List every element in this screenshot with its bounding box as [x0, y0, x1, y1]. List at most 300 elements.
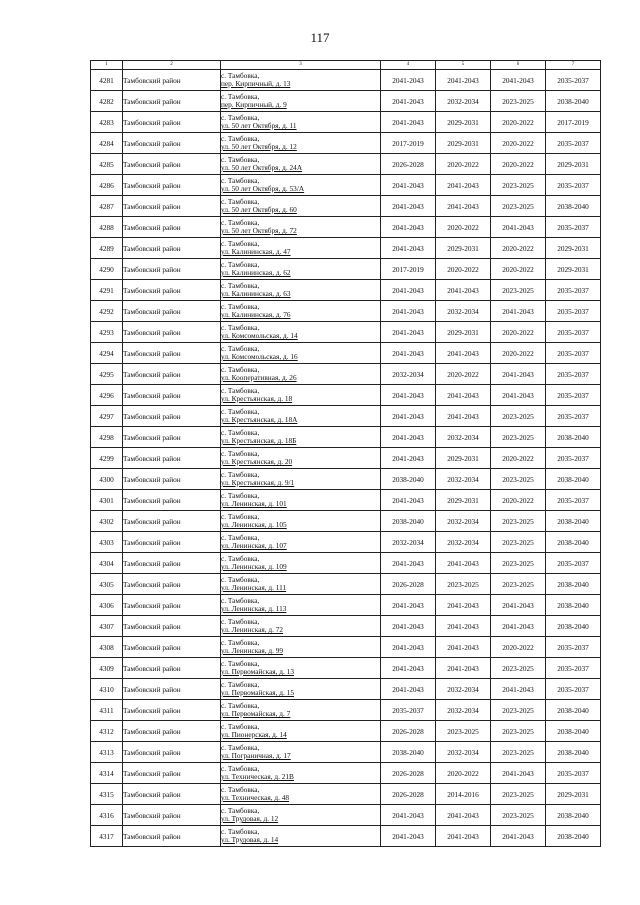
address-cell	[221, 700, 381, 721]
row-number: 4315	[91, 784, 123, 805]
district-cell: Тамбовский район	[123, 322, 221, 343]
period-cell-2: 2020-2022	[436, 364, 491, 385]
table-row	[91, 574, 601, 595]
address-locality: с. Тамбовка,	[221, 512, 260, 521]
period-cell-2: 2041-2043	[436, 826, 491, 847]
row-number: 4310	[91, 679, 123, 700]
period-cell-3: 2020-2022	[491, 637, 546, 658]
period-cell-1: 2041-2043	[381, 595, 436, 616]
table-row	[91, 364, 601, 385]
period-cell-3: 2023-2025	[491, 553, 546, 574]
table-row	[91, 805, 601, 826]
period-cell-4: 2035-2037	[546, 133, 601, 154]
address-locality: с. Тамбовка,	[221, 155, 260, 164]
address-street: ул. 50 лет Октября, д. 11	[221, 122, 297, 130]
period-cell-3: 2023-2025	[491, 805, 546, 826]
address-cell	[221, 490, 381, 511]
period-cell-1: 2041-2043	[381, 679, 436, 700]
period-cell-2: 2041-2043	[436, 553, 491, 574]
row-number: 4306	[91, 595, 123, 616]
row-number: 4307	[91, 616, 123, 637]
address-street: ул. Первомайская, д. 13	[221, 668, 294, 676]
address-locality: с. Тамбовка,	[221, 428, 260, 437]
row-number: 4287	[91, 196, 123, 217]
district-cell: Тамбовский район	[123, 490, 221, 511]
period-cell-3: 2023-2025	[491, 427, 546, 448]
period-cell-4: 2038-2040	[546, 91, 601, 112]
period-cell-3: 2023-2025	[491, 280, 546, 301]
period-cell-4: 2038-2040	[546, 427, 601, 448]
table-row	[91, 490, 601, 511]
address-locality: с. Тамбовка,	[221, 176, 260, 185]
row-number: 4299	[91, 448, 123, 469]
table-row	[91, 91, 601, 112]
district-cell: Тамбовский район	[123, 679, 221, 700]
header-col-4: 4	[381, 61, 436, 70]
address-cell	[221, 301, 381, 322]
address-locality: с. Тамбовка,	[221, 239, 260, 248]
period-cell-2: 2014-2016	[436, 784, 491, 805]
address-cell	[221, 574, 381, 595]
period-cell-1: 2041-2043	[381, 196, 436, 217]
period-cell-3: 2020-2022	[491, 448, 546, 469]
table-row	[91, 721, 601, 742]
address-cell	[221, 196, 381, 217]
period-cell-2: 2041-2043	[436, 406, 491, 427]
address-locality: с. Тамбовка,	[221, 386, 260, 395]
period-cell-4: 2017-2019	[546, 112, 601, 133]
table-row	[91, 679, 601, 700]
district-cell: Тамбовский район	[123, 448, 221, 469]
address-locality: с. Тамбовка,	[221, 92, 260, 101]
table-row	[91, 154, 601, 175]
address-street: ул. Ленинская, д. 113	[221, 605, 287, 613]
address-cell	[221, 70, 381, 91]
period-cell-3: 2041-2043	[491, 595, 546, 616]
row-number: 4296	[91, 385, 123, 406]
table-row	[91, 217, 601, 238]
period-cell-4: 2029-2031	[546, 784, 601, 805]
period-cell-1: 2041-2043	[381, 175, 436, 196]
period-cell-4: 2035-2037	[546, 175, 601, 196]
page-number: 117	[310, 30, 330, 45]
period-cell-1: 2041-2043	[381, 217, 436, 238]
address-locality: с. Тамбовка,	[221, 575, 260, 584]
period-cell-2: 2023-2025	[436, 574, 491, 595]
period-cell-3: 2041-2043	[491, 826, 546, 847]
district-cell: Тамбовский район	[123, 70, 221, 91]
row-number: 4291	[91, 280, 123, 301]
period-cell-1: 2017-2019	[381, 133, 436, 154]
table-body	[91, 70, 601, 847]
period-cell-4: 2038-2040	[546, 574, 601, 595]
period-cell-3: 2020-2022	[491, 490, 546, 511]
period-cell-3: 2023-2025	[491, 406, 546, 427]
period-cell-1: 2041-2043	[381, 427, 436, 448]
period-cell-2: 2029-2031	[436, 322, 491, 343]
district-cell: Тамбовский район	[123, 196, 221, 217]
address-street: ул. Пионерская, д. 14	[221, 731, 287, 739]
table-row	[91, 532, 601, 553]
table-row	[91, 427, 601, 448]
period-cell-3: 2020-2022	[491, 322, 546, 343]
period-cell-4: 2035-2037	[546, 364, 601, 385]
district-cell: Тамбовский район	[123, 259, 221, 280]
row-number: 4286	[91, 175, 123, 196]
address-locality: с. Тамбовка,	[221, 407, 260, 416]
period-cell-1: 2041-2043	[381, 322, 436, 343]
period-cell-3: 2023-2025	[491, 175, 546, 196]
row-number: 4311	[91, 700, 123, 721]
header-col-7: 7	[546, 61, 601, 70]
address-street: ул. Ленинская, д. 107	[221, 542, 287, 550]
table-row	[91, 826, 601, 847]
period-cell-1: 2032-2034	[381, 532, 436, 553]
address-cell	[221, 259, 381, 280]
address-street: ул. Крестьянская, д. 18А	[221, 416, 298, 424]
period-cell-2: 2029-2031	[436, 238, 491, 259]
period-cell-4: 2035-2037	[546, 301, 601, 322]
table-row	[91, 133, 601, 154]
row-number: 4295	[91, 364, 123, 385]
address-locality: с. Тамбовка,	[221, 638, 260, 647]
address-street: ул. Крестьянская, д. 9/1	[221, 479, 295, 487]
address-cell	[221, 133, 381, 154]
address-cell	[221, 637, 381, 658]
table-row	[91, 763, 601, 784]
period-cell-4: 2038-2040	[546, 469, 601, 490]
period-cell-3: 2041-2043	[491, 364, 546, 385]
period-cell-1: 2017-2019	[381, 259, 436, 280]
period-cell-3: 2020-2022	[491, 154, 546, 175]
period-cell-4: 2029-2031	[546, 259, 601, 280]
period-cell-2: 2032-2034	[436, 91, 491, 112]
address-cell	[221, 427, 381, 448]
period-cell-4: 2038-2040	[546, 595, 601, 616]
district-cell: Тамбовский район	[123, 112, 221, 133]
period-cell-2: 2032-2034	[436, 469, 491, 490]
address-street: ул. Трудовая, д. 14	[221, 836, 279, 844]
table-row	[91, 112, 601, 133]
period-cell-1: 2041-2043	[381, 385, 436, 406]
district-cell: Тамбовский район	[123, 280, 221, 301]
period-cell-1: 2038-2040	[381, 742, 436, 763]
table-row	[91, 742, 601, 763]
period-cell-3: 2020-2022	[491, 133, 546, 154]
period-cell-2: 2041-2043	[436, 385, 491, 406]
address-street: ул. 50 лет Октября, д. 12	[221, 143, 297, 151]
period-cell-4: 2038-2040	[546, 700, 601, 721]
period-cell-3: 2023-2025	[491, 658, 546, 679]
row-number: 4298	[91, 427, 123, 448]
address-cell	[221, 364, 381, 385]
district-cell: Тамбовский район	[123, 238, 221, 259]
district-cell: Тамбовский район	[123, 511, 221, 532]
period-cell-1: 2041-2043	[381, 406, 436, 427]
address-locality: с. Тамбовка,	[221, 302, 260, 311]
period-cell-2: 2020-2022	[436, 154, 491, 175]
address-cell	[221, 217, 381, 238]
address-cell	[221, 616, 381, 637]
address-street: ул. Техническая, д. 48	[221, 794, 290, 802]
period-cell-2: 2029-2031	[436, 133, 491, 154]
period-cell-1: 2041-2043	[381, 91, 436, 112]
address-cell	[221, 721, 381, 742]
row-number: 4303	[91, 532, 123, 553]
row-number: 4313	[91, 742, 123, 763]
address-street: ул. Кооперативная, д. 26	[221, 374, 297, 382]
district-cell: Тамбовский район	[123, 133, 221, 154]
period-cell-3: 2020-2022	[491, 112, 546, 133]
period-cell-4: 2035-2037	[546, 763, 601, 784]
period-cell-2: 2041-2043	[436, 196, 491, 217]
address-cell	[221, 595, 381, 616]
address-street: ул. 50 лет Октября, д. 60	[221, 206, 297, 214]
period-cell-2: 2032-2034	[436, 427, 491, 448]
address-locality: с. Тамбовка,	[221, 449, 260, 458]
period-cell-1: 2041-2043	[381, 658, 436, 679]
table-row	[91, 196, 601, 217]
period-cell-3: 2041-2043	[491, 679, 546, 700]
address-street: ул. Ленинская, д. 99	[221, 647, 284, 655]
address-street: ул. Калининская, д. 63	[221, 290, 291, 298]
period-cell-1: 2041-2043	[381, 280, 436, 301]
period-cell-4: 2035-2037	[546, 637, 601, 658]
district-cell: Тамбовский район	[123, 826, 221, 847]
period-cell-4: 2038-2040	[546, 805, 601, 826]
period-cell-2: 2032-2034	[436, 700, 491, 721]
address-locality: с. Тамбовка,	[221, 71, 260, 80]
period-cell-1: 2035-2037	[381, 700, 436, 721]
table-row	[91, 238, 601, 259]
address-cell	[221, 154, 381, 175]
address-cell	[221, 469, 381, 490]
period-cell-4: 2038-2040	[546, 721, 601, 742]
period-cell-2: 2041-2043	[436, 805, 491, 826]
row-number: 4281	[91, 70, 123, 91]
period-cell-3: 2041-2043	[491, 385, 546, 406]
period-cell-1: 2041-2043	[381, 490, 436, 511]
header-col-3: 3	[221, 61, 381, 70]
district-cell: Тамбовский район	[123, 364, 221, 385]
period-cell-3: 2041-2043	[491, 616, 546, 637]
period-cell-1: 2041-2043	[381, 637, 436, 658]
period-cell-2: 2020-2022	[436, 763, 491, 784]
district-cell: Тамбовский район	[123, 427, 221, 448]
period-cell-2: 2041-2043	[436, 637, 491, 658]
registry-table	[90, 60, 601, 847]
address-street: ул. Ленинская, д. 105	[221, 521, 287, 529]
address-street: ул. 50 лет Октября, д. 53/А	[221, 185, 305, 193]
period-cell-1: 2041-2043	[381, 70, 436, 91]
address-cell	[221, 784, 381, 805]
address-street: ул. Калининская, д. 76	[221, 311, 291, 319]
period-cell-3: 2023-2025	[491, 721, 546, 742]
row-number: 4317	[91, 826, 123, 847]
address-cell	[221, 742, 381, 763]
period-cell-2: 2041-2043	[436, 616, 491, 637]
period-cell-1: 2038-2040	[381, 469, 436, 490]
period-cell-2: 2020-2022	[436, 217, 491, 238]
period-cell-3: 2023-2025	[491, 91, 546, 112]
district-cell: Тамбовский район	[123, 469, 221, 490]
period-cell-2: 2041-2043	[436, 343, 491, 364]
period-cell-2: 2041-2043	[436, 658, 491, 679]
address-street: ул. Крестьянская, д. 18	[221, 395, 293, 403]
address-locality: с. Тамбовка,	[221, 323, 260, 332]
row-number: 4288	[91, 217, 123, 238]
period-cell-2: 2032-2034	[436, 532, 491, 553]
period-cell-1: 2041-2043	[381, 553, 436, 574]
period-cell-3: 2020-2022	[491, 343, 546, 364]
period-cell-4: 2038-2040	[546, 616, 601, 637]
period-cell-2: 2023-2025	[436, 721, 491, 742]
period-cell-3: 2020-2022	[491, 238, 546, 259]
district-cell: Тамбовский район	[123, 700, 221, 721]
period-cell-2: 2041-2043	[436, 280, 491, 301]
table-row	[91, 616, 601, 637]
district-cell: Тамбовский район	[123, 742, 221, 763]
address-locality: с. Тамбовка,	[221, 470, 260, 479]
district-cell: Тамбовский район	[123, 175, 221, 196]
period-cell-4: 2035-2037	[546, 70, 601, 91]
district-cell: Тамбовский район	[123, 574, 221, 595]
period-cell-2: 2041-2043	[436, 175, 491, 196]
district-cell: Тамбовский район	[123, 805, 221, 826]
address-locality: с. Тамбовка,	[221, 596, 260, 605]
period-cell-3: 2023-2025	[491, 511, 546, 532]
address-cell	[221, 805, 381, 826]
address-cell	[221, 238, 381, 259]
district-cell: Тамбовский район	[123, 595, 221, 616]
address-locality: с. Тамбовка,	[221, 260, 260, 269]
address-street: ул. Крестьянская, д. 20	[221, 458, 293, 466]
table-row	[91, 322, 601, 343]
district-cell: Тамбовский район	[123, 763, 221, 784]
table-row	[91, 637, 601, 658]
row-number: 4289	[91, 238, 123, 259]
period-cell-3: 2041-2043	[491, 301, 546, 322]
period-cell-2: 2029-2031	[436, 112, 491, 133]
table-row	[91, 259, 601, 280]
table-row	[91, 511, 601, 532]
period-cell-4: 2035-2037	[546, 385, 601, 406]
district-cell: Тамбовский район	[123, 154, 221, 175]
period-cell-1: 2026-2028	[381, 721, 436, 742]
period-cell-3: 2023-2025	[491, 574, 546, 595]
period-cell-1: 2041-2043	[381, 616, 436, 637]
row-number: 4314	[91, 763, 123, 784]
period-cell-2: 2020-2022	[436, 259, 491, 280]
district-cell: Тамбовский район	[123, 301, 221, 322]
district-cell: Тамбовский район	[123, 637, 221, 658]
table-row	[91, 343, 601, 364]
period-cell-3: 2023-2025	[491, 784, 546, 805]
period-cell-2: 2041-2043	[436, 595, 491, 616]
row-number: 4284	[91, 133, 123, 154]
address-locality: с. Тамбовка,	[221, 617, 260, 626]
period-cell-3: 2023-2025	[491, 196, 546, 217]
address-street: ул. 50 лет Октября, д. 24А	[221, 164, 303, 172]
address-cell	[221, 112, 381, 133]
address-street: ул. Ленинская, д. 72	[221, 626, 284, 634]
period-cell-4: 2035-2037	[546, 658, 601, 679]
header-col-1: 1	[91, 61, 123, 70]
row-number: 4282	[91, 91, 123, 112]
address-locality: с. Тамбовка,	[221, 743, 260, 752]
table-row	[91, 553, 601, 574]
row-number: 4294	[91, 343, 123, 364]
district-cell: Тамбовский район	[123, 343, 221, 364]
period-cell-4: 2035-2037	[546, 406, 601, 427]
district-cell: Тамбовский район	[123, 616, 221, 637]
period-cell-4: 2035-2037	[546, 322, 601, 343]
address-street: ул. Ленинская, д. 109	[221, 563, 287, 571]
table-row	[91, 406, 601, 427]
address-street: ул. Трудовая, д. 12	[221, 815, 279, 823]
row-number: 4312	[91, 721, 123, 742]
district-cell: Тамбовский район	[123, 553, 221, 574]
period-cell-4: 2038-2040	[546, 532, 601, 553]
period-cell-2: 2032-2034	[436, 679, 491, 700]
table-row	[91, 658, 601, 679]
address-locality: с. Тамбовка,	[221, 680, 260, 689]
table-row	[91, 700, 601, 721]
period-cell-2: 2032-2034	[436, 742, 491, 763]
header-row	[91, 61, 601, 70]
address-locality: с. Тамбовка,	[221, 134, 260, 143]
row-number: 4285	[91, 154, 123, 175]
period-cell-3: 2041-2043	[491, 763, 546, 784]
address-locality: с. Тамбовка,	[221, 806, 260, 815]
address-cell	[221, 553, 381, 574]
period-cell-4: 2038-2040	[546, 196, 601, 217]
row-number: 4309	[91, 658, 123, 679]
period-cell-3: 2041-2043	[491, 217, 546, 238]
address-street: пер. Кирпичный, д. 13	[221, 80, 291, 88]
table-row	[91, 301, 601, 322]
period-cell-4: 2029-2031	[546, 154, 601, 175]
district-cell: Тамбовский район	[123, 91, 221, 112]
table-row	[91, 280, 601, 301]
address-locality: с. Тамбовка,	[221, 197, 260, 206]
address-locality: с. Тамбовка,	[221, 344, 260, 353]
district-cell: Тамбовский район	[123, 406, 221, 427]
period-cell-1: 2041-2043	[381, 448, 436, 469]
address-street: ул. Комсомольская, д. 16	[221, 353, 298, 361]
period-cell-3: 2023-2025	[491, 532, 546, 553]
address-locality: с. Тамбовка,	[221, 365, 260, 374]
period-cell-4: 2035-2037	[546, 553, 601, 574]
period-cell-1: 2041-2043	[381, 826, 436, 847]
address-locality: с. Тамбовка,	[221, 281, 260, 290]
address-cell	[221, 280, 381, 301]
address-street: ул. 50 лет Октября, д. 72	[221, 227, 297, 235]
address-locality: с. Тамбовка,	[221, 113, 260, 122]
period-cell-1: 2041-2043	[381, 343, 436, 364]
period-cell-4: 2035-2037	[546, 343, 601, 364]
address-street: ул. Крестьянская, д. 18Б	[221, 437, 297, 445]
address-cell	[221, 406, 381, 427]
period-cell-4: 2035-2037	[546, 280, 601, 301]
address-locality: с. Тамбовка,	[221, 785, 260, 794]
address-cell	[221, 448, 381, 469]
address-street: пер. Кирпичный, д. 9	[221, 101, 287, 109]
address-cell	[221, 826, 381, 847]
district-cell: Тамбовский район	[123, 784, 221, 805]
period-cell-2: 2041-2043	[436, 70, 491, 91]
row-number: 4301	[91, 490, 123, 511]
